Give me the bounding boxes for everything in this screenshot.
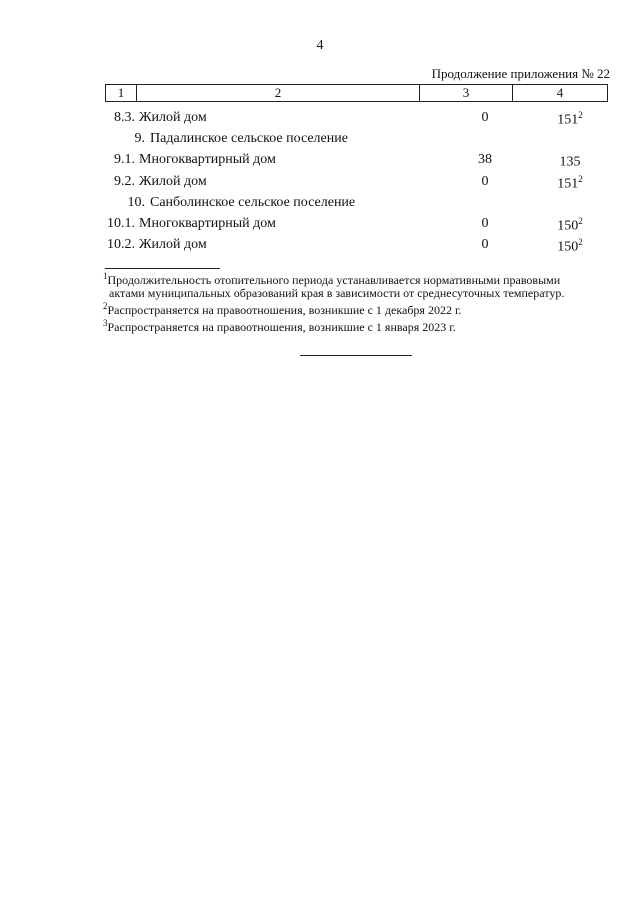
table-row (105, 152, 608, 170)
row-name: Падалинское сельское поселение (150, 131, 348, 146)
table-row (105, 174, 608, 192)
table-row-section (105, 195, 608, 213)
row-number: 8.3. (114, 110, 135, 125)
row-name: Санболинское сельское поселение (150, 195, 356, 210)
footnote-3: $^3$Распространяется на правоотношения, возникшие с 1 января 2023 г. (103, 318, 456, 334)
row-col3: 0 (481, 174, 489, 189)
table-row-section (105, 131, 608, 149)
table-row (105, 237, 608, 255)
column-number-1: 1 (106, 85, 137, 102)
row-col4: $151^2$ (557, 110, 583, 128)
footnotes (103, 270, 608, 334)
footnote-2: $^2$Распространяется на правоотношения, возникшие с 1 декабря 2022 г. (103, 301, 462, 317)
row-number: 9.2. (114, 174, 135, 189)
appendix-continuation-label: Продолжение приложения № 22 (431, 66, 610, 81)
table-header (105, 84, 608, 102)
row-name: Жилой дом (139, 237, 207, 252)
row-name: Многоквартирный дом (139, 152, 276, 167)
footnote-1: $^1$Продолжительность отопительного периода устанавливается нормативными правовыми актами муниципальных образований края в зависимости от среднесуточных температур. (103, 271, 565, 300)
row-col3: 38 (478, 152, 492, 167)
page-number: 4 (316, 38, 324, 53)
table-row (105, 216, 608, 234)
row-col3: 0 (481, 237, 489, 252)
row-col4: $151^2$ (557, 174, 583, 192)
row-number: 10.1. (107, 216, 135, 231)
footnote-separator (105, 268, 220, 269)
row-name: Жилой дом (139, 110, 207, 125)
row-col4: $150^2$ (557, 216, 583, 234)
end-of-document-rule (300, 355, 412, 356)
row-number: 10.2. (107, 237, 135, 252)
column-number-3: 3 (420, 85, 513, 102)
row-number: 9.1. (114, 152, 135, 167)
row-name: Жилой дом (139, 174, 207, 189)
row-number: 10. (127, 195, 145, 210)
row-col3: 0 (481, 216, 489, 231)
row-name: Многоквартирный дом (139, 216, 276, 231)
column-number-4: 4 (513, 85, 608, 102)
column-number-2: 2 (137, 85, 420, 102)
row-col4: $150^2$ (557, 237, 583, 255)
table-row (105, 110, 608, 128)
row-number: 9. (134, 131, 145, 146)
row-col4: 135 (559, 154, 581, 170)
row-col3: 0 (481, 110, 489, 125)
